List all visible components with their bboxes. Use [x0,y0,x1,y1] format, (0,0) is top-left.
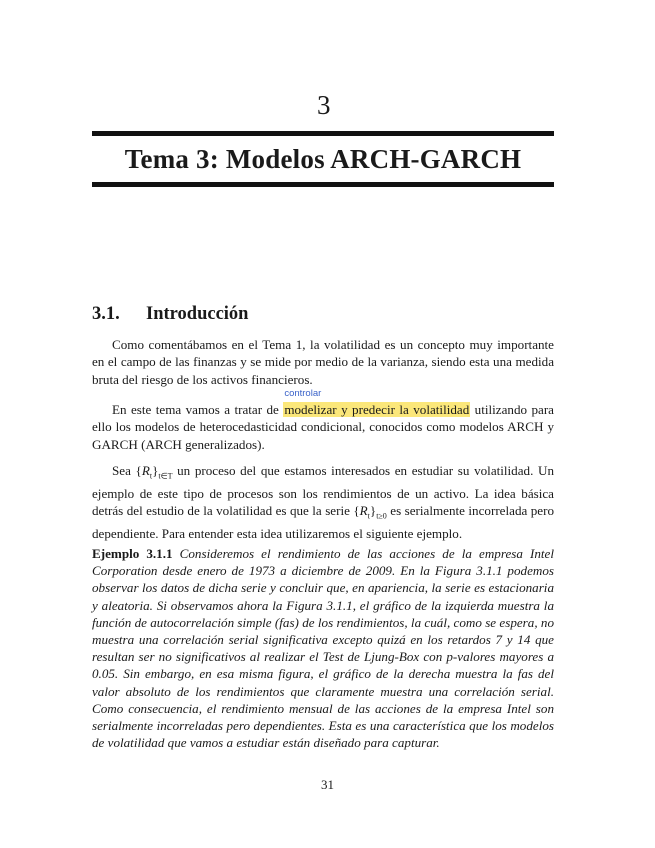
math-sub-t2: t [367,512,370,522]
title-bottom-rule [92,182,554,187]
document-page: 3 Tema 3: Modelos ARCH-GARCH 3.1. Introducción Como comentábamos en el Tema 1, la volatilidad es un concepto muy importante en el campo de las finanzas y se mide por medio de la varianza, siendo esta una medida bruta del riesgo de los activos financieros. En este tema vamos a tratar de controlar modelizar y predecir la volatilidad utilizando para ello los modelos de heterocedasticidad condicional, conocidos como modelos ARCH y GARCH (ARCH generalizados). Sea $\{R_t\}_{t\in T}$ un proceso del que estamos interesados en estudiar su volatilidad. Un ejemplo de este tipo de procesos son los rendimientos de un activo. La idea básica detrás del estudio de la volatilidad es que la serie $\{R_t\}_{t\ge 0}$ es serialmente incorrelada pero dependiente. Para entender esta idea utilizaremos el siguiente ejemplo. Ejemplo 3.1.1 Consideremos el rendimiento de las acciones de la empresa Intel Corporation desde enero de 1973 a diciembre de 2009. En la Figura 3.1.1 podemos observar los datos de dicha serie y concluir que, en apariencia, la serie es estacionaria y aleatoria. Si observamos ahora la Figura 3.1.1, el gráfico de la izquierda muestra la función de autocorrelación simple (fas) de los rendimientos, la cuál, como se espera, no muestra una correlación serial significativa excepto quizá en los retardos 7 y 14 que resultan ser no significativos al realizar el Test de Ljung-Box con p-valores mayores a 0.05. Sin embargo, en esa misma figura, el gráfico de la derecha muestra la fas del valor absoluto de los rendimientos que claramente muestra una correlación serial. Como consecuencia, el rendimiento mensual de las acciones de la empresa Intel son serialmente incorreladas pero dependientes. Esta es una característica que los modelos de volatilidad que vamos a estudiar están diseñado para capturar. 31 [0,0,655,848]
highlighted-text[interactable] [283,388,470,417]
process-text-b: un proceso del que estamos interesados en estudiar su volatilidad. Un ejemplo de este tipo de procesos son los rendimientos de un activo. La idea básica detrás del estudio de la volatilidad es que la serie { [92,463,554,519]
example-label: Ejemplo 3.1.1 [92,546,173,561]
title-top-rule [92,131,554,136]
section-number: 3.1. [92,304,120,324]
chapter-title: Tema 3: Modelos ARCH-GARCH [124,144,522,174]
section-title: Introducción [146,304,249,324]
paragraph-intro: Como comentábamos en el Tema 1, la volatilidad es un concepto muy importante en el campo de las finanzas y se mide por medio de la varianza, siendo esta una medida bruta del riesgo de los activos financieros. [92,337,554,387]
math-sub-t1: t [149,471,153,481]
paragraph-models-text-a: En este tema vamos a tratar de [112,402,284,417]
paragraph-models-text-b: utilizando para ello los modelos de heterocedasticidad condicional, conocidos como modelos ARCH y GARCH (ARCH generalizados). [92,402,554,452]
paragraph-models [92,388,554,453]
math-close2: } [369,503,377,519]
example-block [92,545,554,751]
math-index-set1: t∈T [158,471,173,481]
section-heading [92,304,554,325]
process-text-a: Sea { [112,463,142,478]
page-number: 31 [321,777,334,792]
math-var-r2: R [359,503,368,519]
math-close1: } [152,463,159,478]
math-var-r1: R [141,463,150,478]
process-text-c: es serialmente incorrelada pero dependiente. Para entender esta idea utilizaremos el siguiente ejemplo. [92,503,555,542]
annotation-note[interactable]: controlar [284,388,322,399]
highlight-text-content: modelizar y predecir la volatilidad [284,402,470,417]
paragraph-process [92,462,554,543]
math-index-set2: t≥0 [376,512,387,522]
example-text: Consideremos el rendimiento de las acciones de la empresa Intel Corporation desde enero de 1973 a diciembre de 2009. En la Figura 3.1.1 podemos observar los datos de dicha serie y concluir que, en apariencia, la serie es estacionaria y aleatoria. Si observamos ahora la Figura 3.1.1, el gráfico de la izquierda muestra la función de autocorrelación simple (fas) de los rendimientos, la cuál, como se espera, no muestra una correlación serial significativa excepto quizá en los retardos 7 y 14 que resultan ser no significativos al realizar el Test de Ljung-Box con p-valores mayores a 0.05. Sin embargo, en esa misma figura, el gráfico de la derecha muestra la fas del valor absoluto de los rendimientos que claramente muestra una correlación serial. Como consecuencia, el rendimiento mensual de las acciones de la empresa Intel son serialmente incorreladas pero dependientes. Esta es una característica que los modelos de volatilidad que vamos a estudiar están diseñado para capturar. [92,546,554,751]
